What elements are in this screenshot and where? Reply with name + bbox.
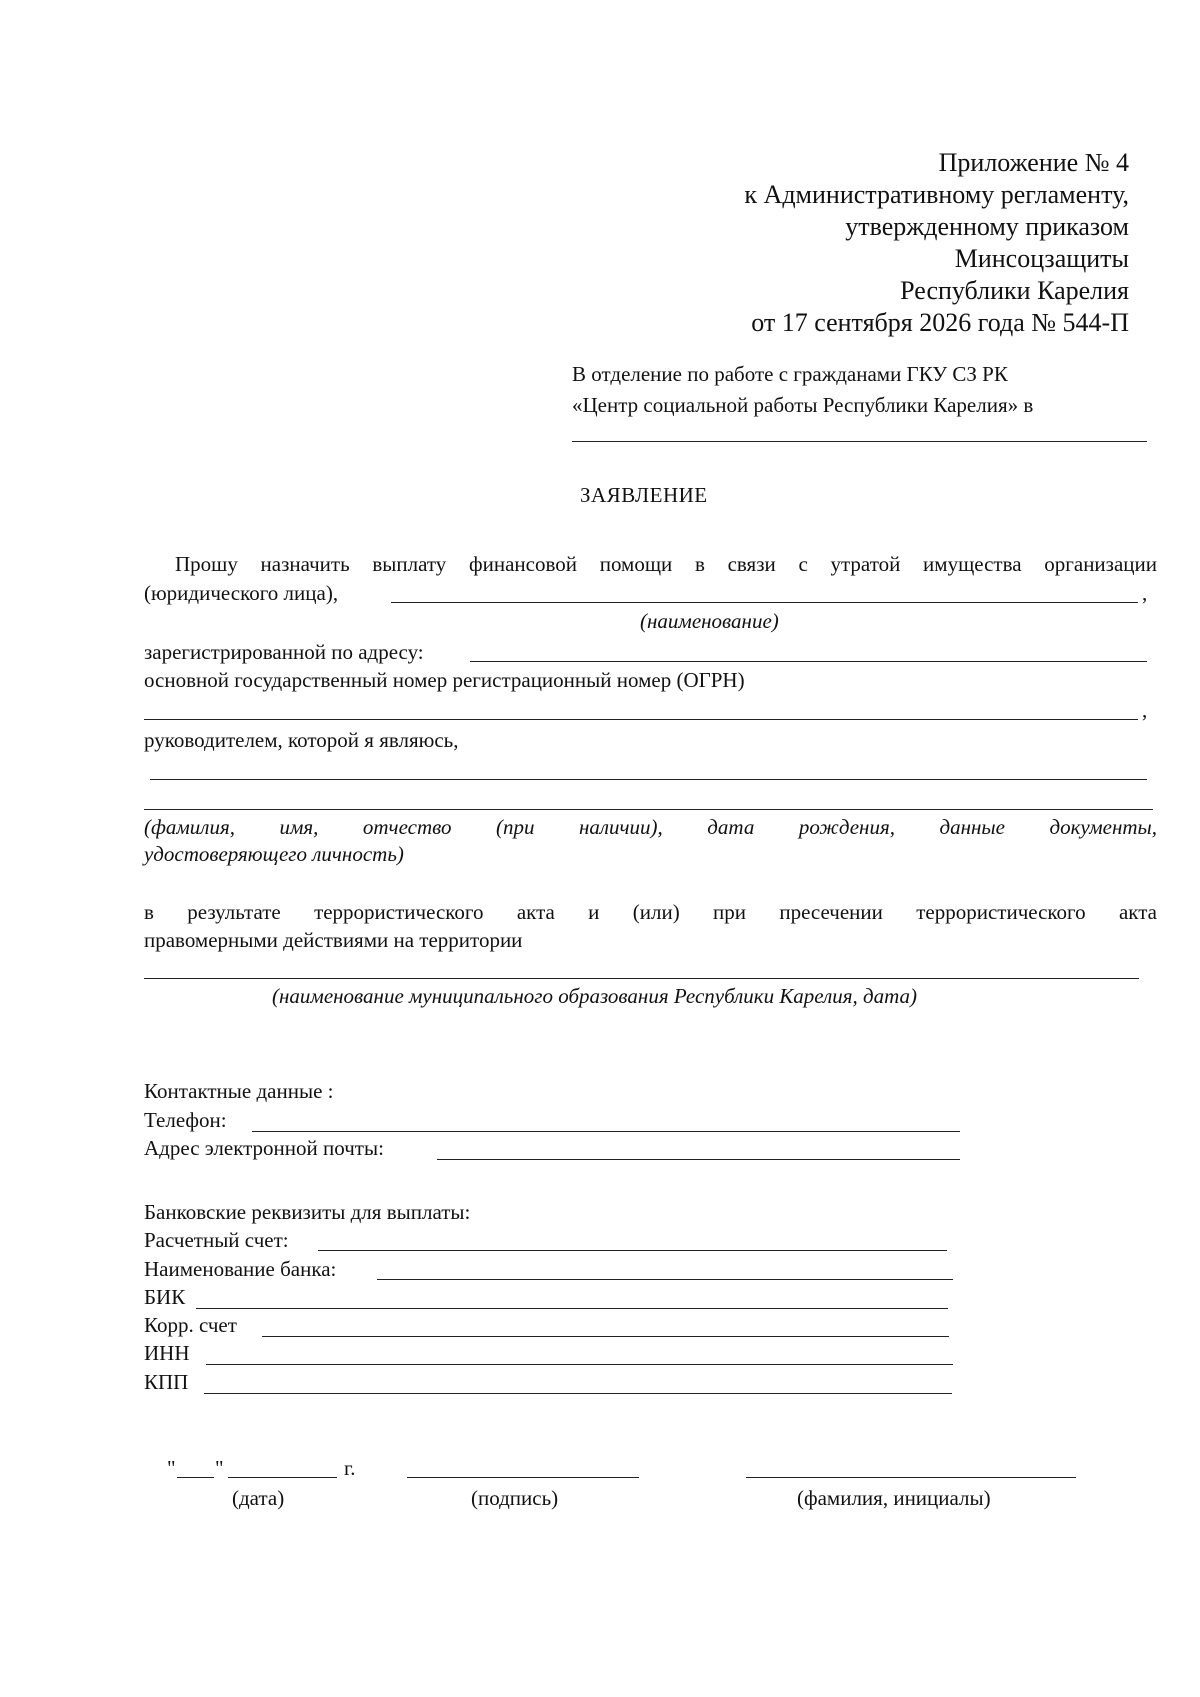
registered-address-label: зарегистрированной по адресу:: [144, 640, 424, 664]
header-line-republic: Республики Карелия: [900, 276, 1129, 305]
date-quote-close: ": [215, 1456, 224, 1480]
contacts-heading: Контактные данные :: [144, 1079, 334, 1103]
inn-label: ИНН: [144, 1341, 190, 1365]
comma-after-name: ,: [1142, 581, 1148, 605]
inn-field[interactable]: [206, 1364, 953, 1365]
date-caption: (дата): [232, 1486, 285, 1510]
hint-person-line-2: удостоверяющего личность): [144, 842, 404, 866]
email-label: Адрес электронной почты:: [144, 1136, 384, 1160]
appendix-header: [429, 147, 1129, 339]
ogrn-field[interactable]: [144, 719, 1138, 720]
addressee-blank-line[interactable]: [572, 441, 1147, 442]
organization-name-field[interactable]: [391, 602, 1138, 603]
bank-name-label: Наименование банка:: [144, 1257, 337, 1281]
head-of-label: руководителем, которой я являюсь,: [144, 728, 459, 752]
name-initials-field[interactable]: [746, 1477, 1076, 1478]
name-initials-caption: (фамилия, инициалы): [797, 1486, 991, 1510]
kpp-label: КПП: [144, 1370, 189, 1394]
date-month-field[interactable]: [228, 1477, 337, 1478]
header-line-approved: утвержденному приказом: [845, 212, 1129, 241]
hint-municipality: (наименование муниципального образования Республики Карелия, дата): [272, 984, 918, 1008]
comma-after-ogrn: ,: [1142, 698, 1148, 722]
hint-organization-name: (наименование): [640, 609, 779, 633]
addressee-line-1: В отделение по работе с гражданами ГКУ СЗ РК: [572, 362, 1008, 386]
person-field-line-1[interactable]: [150, 779, 1147, 780]
terror-act-line-1: в результате террористического акта и (или) при пресечении террористического акта: [144, 900, 1157, 924]
signature-caption: (подпись): [471, 1486, 559, 1510]
account-label: Расчетный счет:: [144, 1228, 289, 1252]
document-title: ЗАЯВЛЕНИЕ: [580, 483, 708, 507]
signature-field[interactable]: [407, 1477, 639, 1478]
bik-field[interactable]: [196, 1308, 948, 1309]
bank-name-field[interactable]: [377, 1279, 953, 1280]
email-field[interactable]: [437, 1159, 960, 1160]
header-line-appendix-number: Приложение № 4: [938, 148, 1129, 177]
request-line-2: (юридического лица),: [144, 581, 339, 605]
terror-act-line-2: правомерными действиями на территории: [144, 928, 523, 952]
date-year-suffix: г.: [344, 1456, 356, 1480]
kpp-field[interactable]: [204, 1393, 952, 1394]
corr-account-field[interactable]: [262, 1336, 949, 1337]
bik-label: БИК: [144, 1285, 186, 1309]
bank-heading: Банковские реквизиты для выплаты:: [144, 1200, 471, 1224]
date-day-field[interactable]: [177, 1477, 214, 1478]
date-quote-open: ": [167, 1456, 176, 1480]
request-line-1: Прошу назначить выплату финансовой помощи в связи с утратой имущества организации: [175, 552, 1157, 576]
header-line-order-date: от 17 сентября 2026 года № 544-П: [751, 308, 1129, 337]
header-line-ministry: Минсоцзащиты: [954, 244, 1129, 273]
header-line-regulation: к Административному регламенту,: [744, 180, 1129, 209]
account-field[interactable]: [318, 1250, 947, 1251]
hint-person-line-1: (фамилия, имя, отчество (при наличии), дата рождения, данные документы,: [144, 815, 1157, 839]
registered-address-field[interactable]: [470, 661, 1147, 662]
addressee-line-2: «Центр социальной работы Республики Карелия» в: [572, 393, 1034, 417]
person-field-line-2[interactable]: [144, 809, 1153, 810]
ogrn-label: основной государственный номер регистрационный номер (ОГРН): [144, 668, 745, 692]
municipality-field[interactable]: [144, 978, 1139, 979]
phone-label: Телефон:: [144, 1108, 227, 1132]
phone-field[interactable]: [252, 1131, 960, 1132]
corr-account-label: Корр. счет: [144, 1313, 237, 1337]
